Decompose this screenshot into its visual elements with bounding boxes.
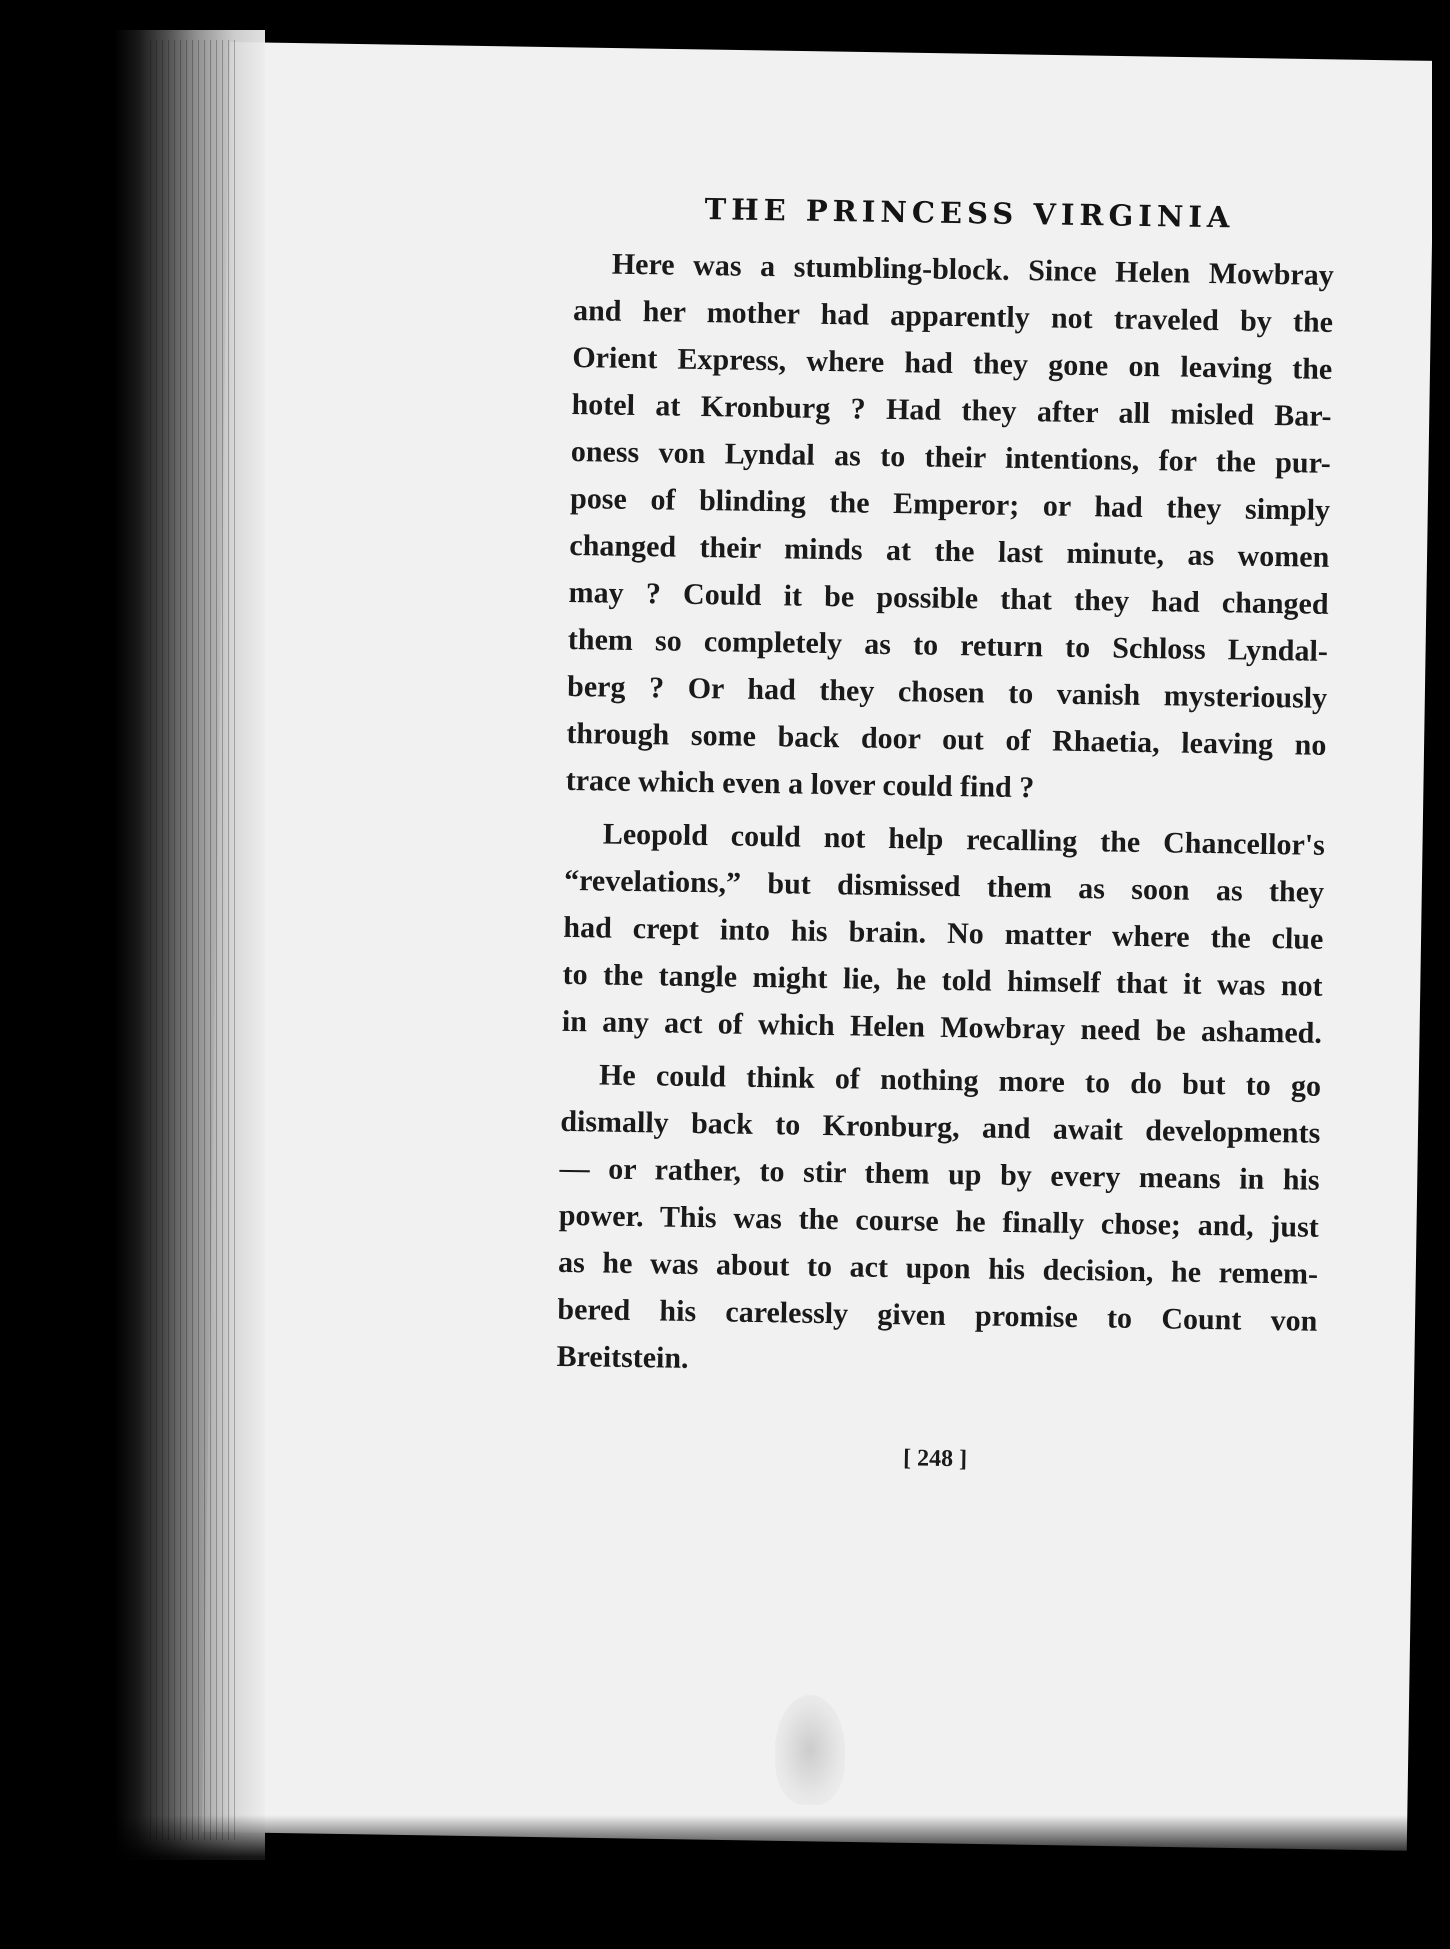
- page-number: [ 248 ]: [902, 1445, 968, 1473]
- scan-bottom-shadow: [0, 1815, 1450, 1949]
- page-edge-lines: [150, 40, 240, 1840]
- text-line: trace which even a lover could find ?: [565, 763, 1035, 805]
- text-line: “revelations,” but dismissed them as soon as they: [563, 863, 1325, 909]
- text-line: Breitstein.: [556, 1339, 689, 1375]
- text-line: them so completely as to return to Schloss Lyndal-: [567, 622, 1329, 668]
- text-line: — or rather, to stir them up by every means in his: [559, 1151, 1320, 1197]
- text-line: Orient Express, where had they gone on leaving the: [572, 340, 1333, 386]
- text-line: Leopold could not help recalling the Chancellor's: [602, 817, 1326, 862]
- text-line: changed their minds at the last minute, as women: [569, 528, 1330, 574]
- running-head: THE PRINCESS VIRGINIA: [704, 192, 1235, 235]
- text-line: berg ? Or had they chosen to vanish mysteriously: [566, 669, 1328, 715]
- text-line: had crept into his brain. No matter where the clue: [563, 910, 1324, 956]
- text-line: Here was a stumbling-block. Since Helen Mowbray: [611, 247, 1335, 292]
- text-line: and her mother had apparently not traveled by the: [572, 293, 1334, 339]
- text-line: to the tangle might lie, he told himself that it was not: [562, 957, 1323, 1003]
- text-line: pose of blinding the Emperor; or had they simply: [569, 481, 1331, 527]
- text-line: He could think of nothing more to do but to go: [598, 1058, 1322, 1103]
- text-line: bered his carelessly given promise to Count von: [557, 1292, 1318, 1338]
- text-line: as he was about to act upon his decision, he remem-: [557, 1245, 1319, 1291]
- text-line: may ? Could it be possible that they had changed: [568, 575, 1329, 621]
- text-line: dismally back to Kronburg, and await developments: [560, 1104, 1321, 1150]
- scan-smudge: [775, 1695, 845, 1805]
- scan-right-edge: [1432, 0, 1450, 1949]
- text-line: power. This was the course he finally chose; and, just: [558, 1198, 1320, 1244]
- text-line: through some back door out of Rhaetia, leaving no: [566, 716, 1327, 762]
- text-line: hotel at Kronburg ? Had they after all misled Bar-: [571, 387, 1332, 433]
- text-line: oness von Lyndal as to their intentions, for the pur-: [570, 434, 1332, 480]
- text-line: in any act of which Helen Mowbray need be ashamed.: [561, 1004, 1323, 1050]
- body-text: [556, 240, 1334, 1392]
